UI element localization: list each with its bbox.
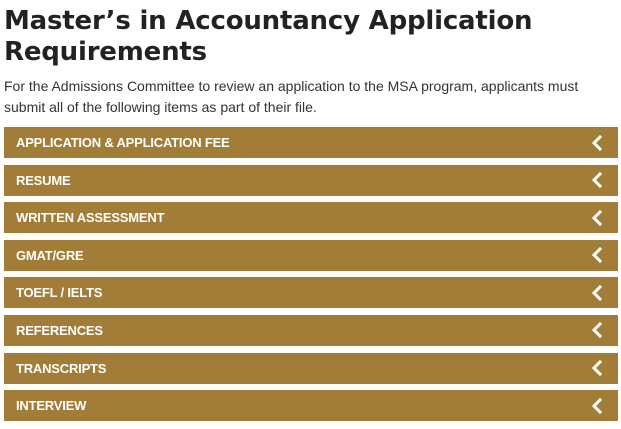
chevron-left-icon[interactable] <box>590 285 604 301</box>
requirements-accordion <box>4 127 618 421</box>
accordion-item-gmat-gre[interactable] <box>4 240 618 271</box>
accordion-item-written-assessment[interactable] <box>4 202 618 233</box>
accordion-item-resume[interactable] <box>4 165 618 196</box>
accordion-item-references[interactable] <box>4 315 618 346</box>
accordion-item-label: RESUME <box>16 172 71 188</box>
chevron-left-icon[interactable] <box>590 360 604 376</box>
chevron-left-icon[interactable] <box>590 135 604 151</box>
accordion-item-interview[interactable] <box>4 390 618 421</box>
chevron-left-icon[interactable] <box>590 247 604 263</box>
accordion-item-label: TOEFL / IELTS <box>16 285 103 301</box>
page-title: Master’s in Accountancy Application Requirements <box>4 6 533 67</box>
chevron-left-icon[interactable] <box>590 322 604 338</box>
intro-text: For the Admissions Committee to review an application to the MSA program, applicants must submit all of the following items as part of their file. <box>4 78 579 115</box>
chevron-left-icon[interactable] <box>590 210 604 226</box>
accordion-item-application-fee[interactable] <box>4 127 618 158</box>
chevron-left-icon[interactable] <box>590 398 604 414</box>
accordion-item-label: WRITTEN ASSESSMENT <box>16 210 165 226</box>
accordion-item-toefl-ielts[interactable] <box>4 277 618 308</box>
accordion-item-label: INTERVIEW <box>16 398 87 414</box>
chevron-left-icon[interactable] <box>590 172 604 188</box>
accordion-item-label: GMAT/GRE <box>16 247 84 263</box>
accordion-item-label: TRANSCRIPTS <box>16 360 107 376</box>
accordion-item-label: REFERENCES <box>16 322 103 338</box>
accordion-item-label: APPLICATION & APPLICATION FEE <box>16 135 230 150</box>
accordion-item-transcripts[interactable] <box>4 353 618 384</box>
